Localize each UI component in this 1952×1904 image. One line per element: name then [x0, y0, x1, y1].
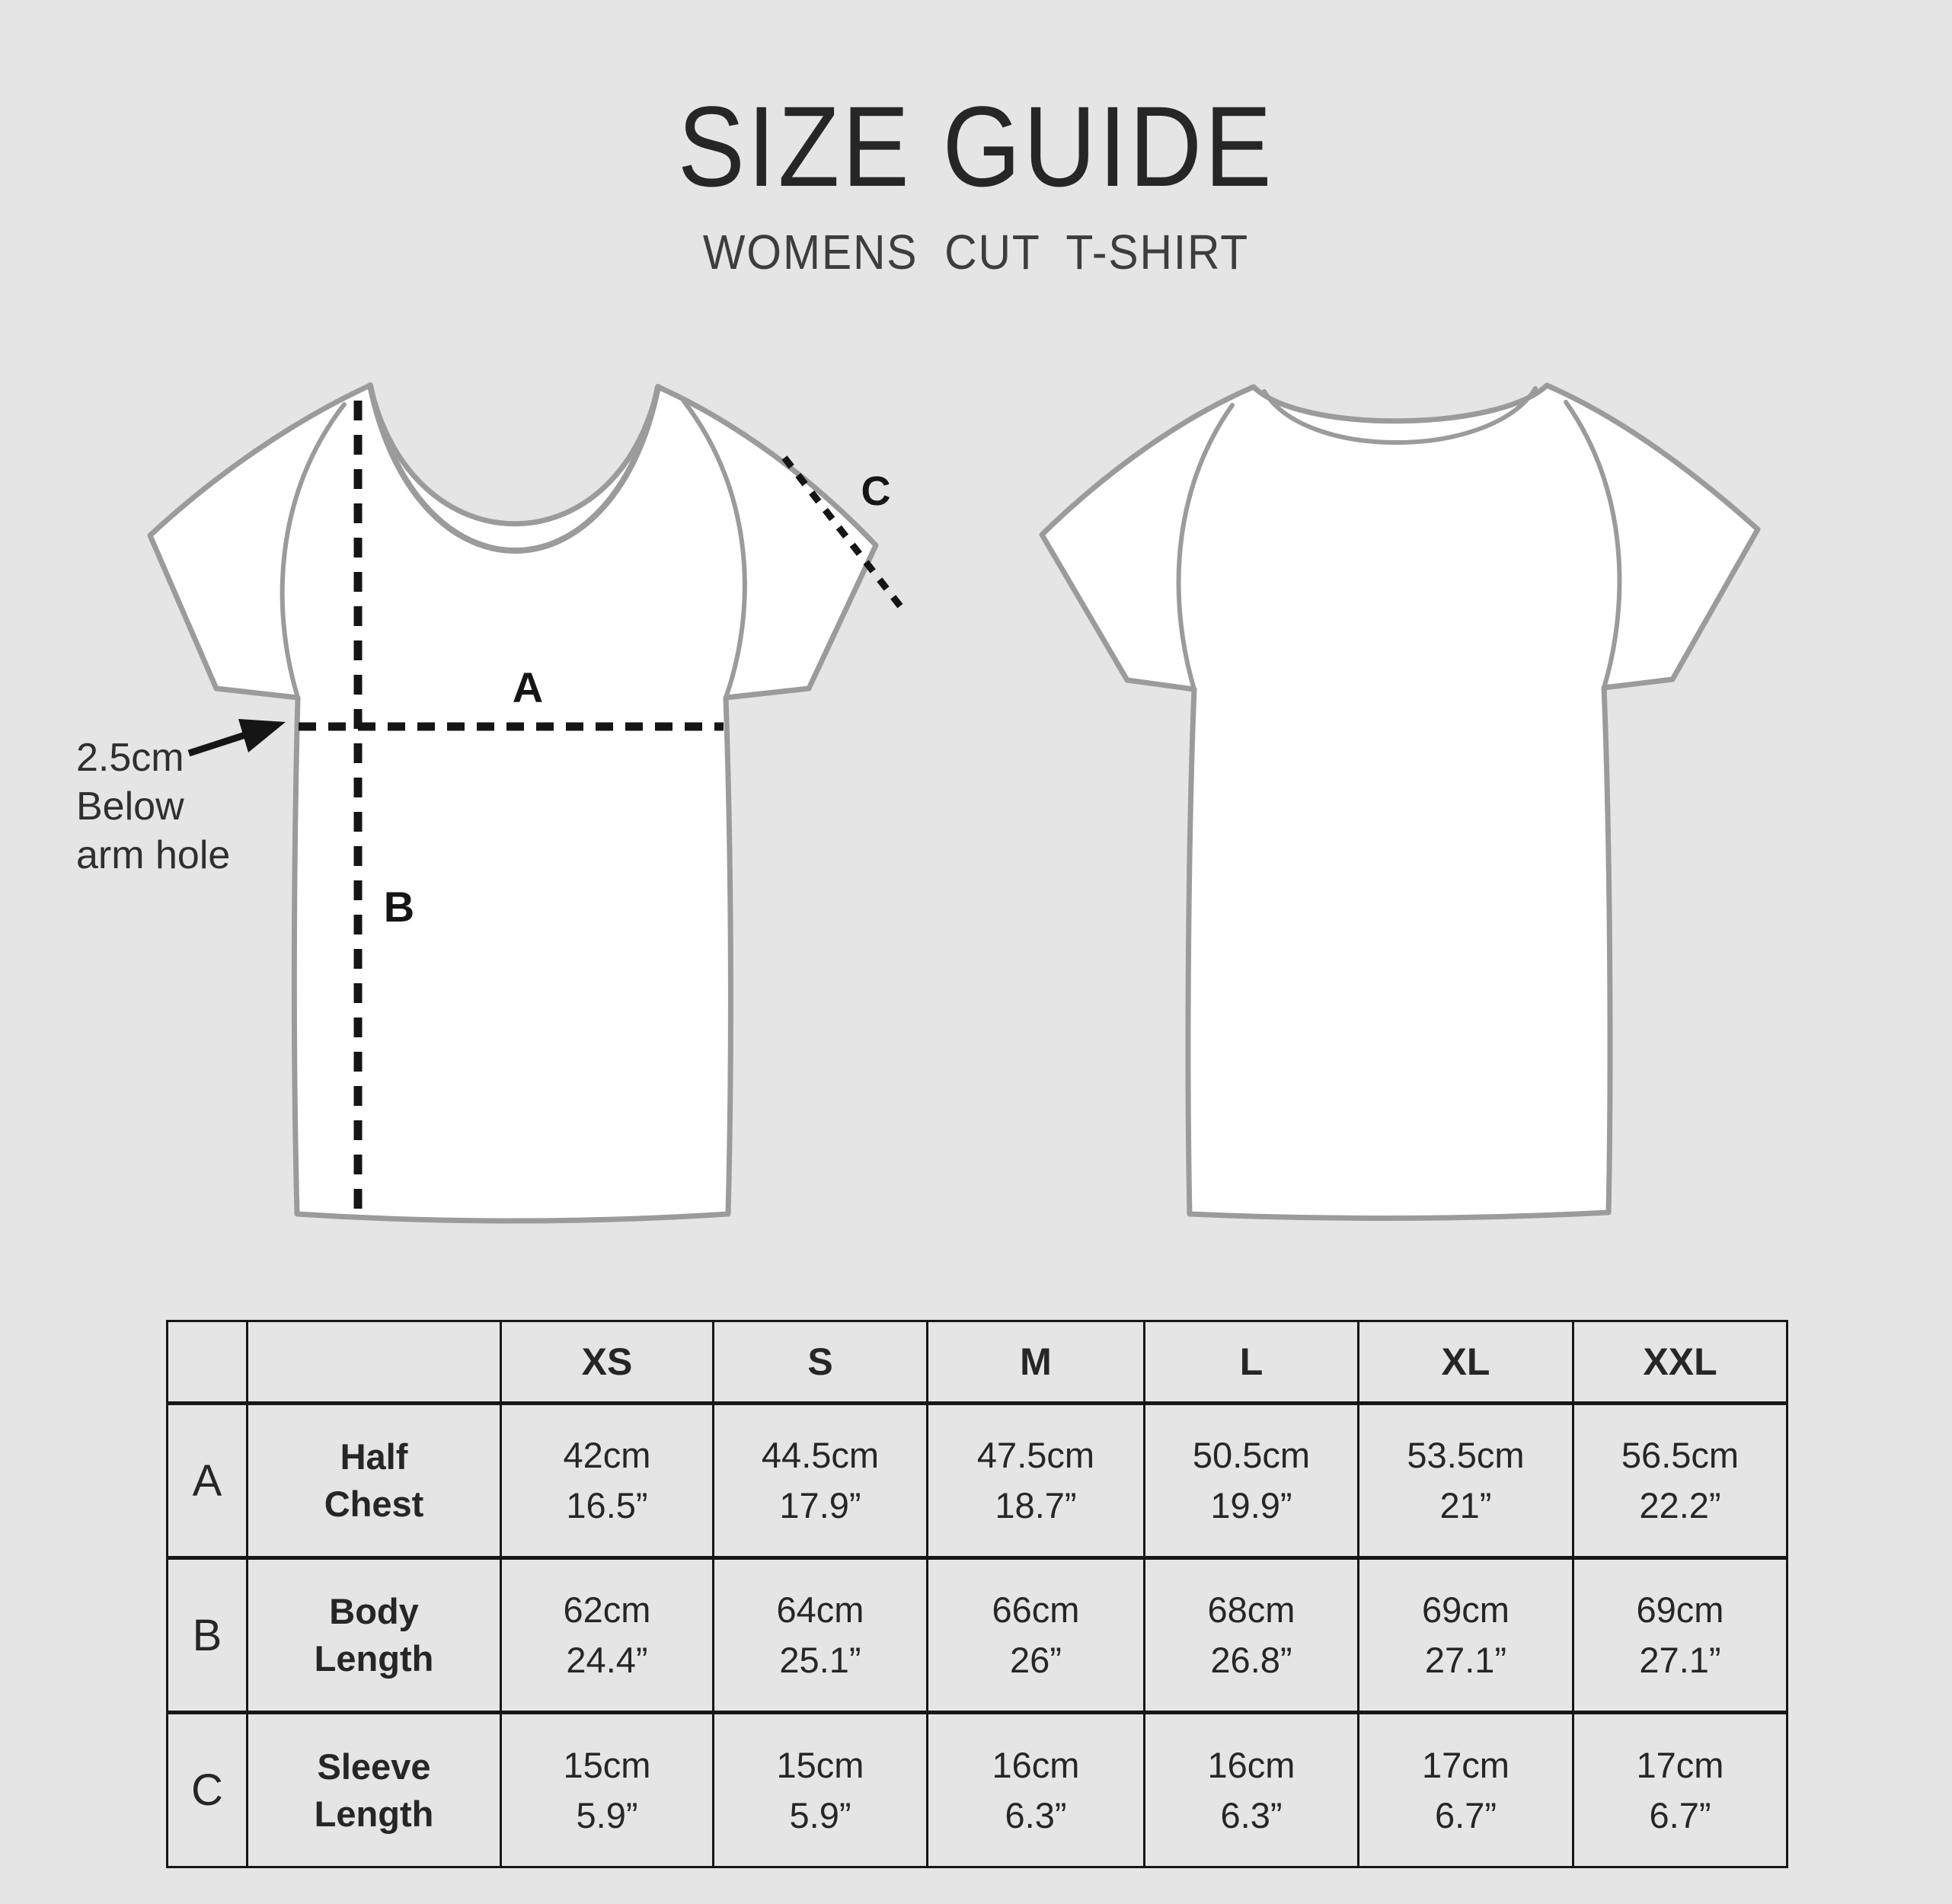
armhole-note-line-1: 2.5cm	[76, 736, 184, 780]
value-cm: 17cm	[1422, 1744, 1510, 1785]
value-cm: 47.5cm	[976, 1435, 1095, 1475]
value-cm: 69cm	[1422, 1589, 1510, 1630]
measure-cell	[1359, 1558, 1573, 1713]
measure-cell	[1573, 1558, 1787, 1713]
row-label-line: Chest	[324, 1484, 424, 1524]
value-cm: 17cm	[1636, 1744, 1724, 1785]
row-key-a: A	[168, 1404, 248, 1558]
value-cm: 44.5cm	[761, 1435, 880, 1475]
value-inch: 6.7”	[1649, 1794, 1711, 1835]
value-cm: 66cm	[992, 1589, 1080, 1630]
row-label-line: Body	[329, 1591, 419, 1631]
measure-cell	[928, 1404, 1145, 1558]
row-label-line: Length	[314, 1638, 434, 1679]
measure-cell	[501, 1713, 714, 1867]
value-inch: 6.7”	[1435, 1794, 1497, 1835]
value-cm: 62cm	[563, 1589, 651, 1630]
armhole-note-arrow	[189, 719, 286, 753]
measure-cell	[1145, 1713, 1359, 1867]
front-shirt-body	[150, 385, 876, 1221]
value-inch: 5.9”	[576, 1794, 638, 1835]
row-label-line: Length	[314, 1793, 434, 1834]
value-cm: 56.5cm	[1621, 1435, 1740, 1475]
row-key-c: C	[168, 1713, 248, 1867]
row-label-half-chest	[248, 1404, 501, 1558]
armhole-note-line-2: Below	[76, 784, 184, 829]
value-cm: 68cm	[1207, 1589, 1295, 1630]
label-a: A	[512, 663, 544, 711]
value-cm: 15cm	[776, 1744, 864, 1785]
size-col-s: S	[714, 1321, 928, 1404]
value-inch: 5.9”	[789, 1794, 851, 1835]
value-inch: 6.3”	[1005, 1794, 1067, 1835]
size-col-xl: XL	[1359, 1321, 1573, 1404]
measure-cell	[1573, 1713, 1787, 1867]
measure-cell	[714, 1558, 928, 1713]
value-inch: 16.5”	[566, 1485, 648, 1525]
front-shirt-illustration	[150, 385, 876, 1221]
corner-cell	[248, 1321, 501, 1404]
value-cm: 64cm	[776, 1589, 864, 1630]
value-inch: 21”	[1439, 1485, 1492, 1525]
measure-cell	[928, 1713, 1145, 1867]
value-inch: 26”	[1010, 1640, 1062, 1680]
value-inch: 22.2”	[1639, 1485, 1721, 1525]
size-table-header-row	[168, 1321, 1787, 1404]
measure-cell	[501, 1404, 714, 1558]
value-cm: 16cm	[992, 1744, 1080, 1785]
size-table	[166, 1320, 1788, 1868]
measure-cell	[714, 1404, 928, 1558]
back-shirt-body	[1042, 385, 1758, 1219]
row-label-body-length	[248, 1558, 501, 1713]
value-inch: 18.7”	[995, 1485, 1077, 1525]
body-length-row	[168, 1558, 1787, 1713]
corner-cell	[168, 1321, 248, 1404]
value-cm: 42cm	[563, 1435, 651, 1475]
armhole-note-line-3: arm hole	[76, 833, 231, 877]
page-title: SIZE GUIDE	[677, 82, 1275, 210]
value-cm: 16cm	[1207, 1744, 1295, 1785]
measure-cell	[1145, 1404, 1359, 1558]
value-inch: 24.4”	[566, 1640, 648, 1680]
size-col-xxl: XXL	[1573, 1321, 1787, 1404]
label-b: B	[383, 883, 415, 931]
armhole-note	[76, 736, 230, 877]
row-label-line: Sleeve	[317, 1746, 431, 1787]
row-key-b: B	[168, 1558, 248, 1713]
row-label-sleeve-length	[248, 1713, 501, 1867]
measure-cell	[1573, 1404, 1787, 1558]
size-col-l: L	[1145, 1321, 1359, 1404]
measure-cell	[928, 1558, 1145, 1713]
row-label-line: Half	[340, 1436, 408, 1477]
value-inch: 27.1”	[1639, 1640, 1721, 1680]
measure-cell	[1359, 1713, 1573, 1867]
value-inch: 19.9”	[1210, 1485, 1292, 1525]
value-cm: 69cm	[1636, 1589, 1724, 1630]
half-chest-row	[168, 1404, 1787, 1558]
value-inch: 27.1”	[1424, 1640, 1507, 1680]
back-shirt-illustration	[1042, 385, 1758, 1219]
measure-cell	[1359, 1404, 1573, 1558]
value-cm: 53.5cm	[1407, 1435, 1525, 1475]
sleeve-length-row	[168, 1713, 1787, 1867]
measure-cell	[714, 1713, 928, 1867]
value-inch: 26.8”	[1210, 1640, 1292, 1680]
value-inch: 25.1”	[779, 1640, 861, 1680]
page-subtitle: WOMENS CUT T-SHIRT	[702, 225, 1250, 280]
label-c: C	[861, 468, 891, 514]
size-col-m: M	[928, 1321, 1145, 1404]
value-cm: 15cm	[563, 1744, 651, 1785]
value-inch: 17.9”	[779, 1485, 861, 1525]
measure-cell	[1145, 1558, 1359, 1713]
measure-cell	[501, 1558, 714, 1713]
value-cm: 50.5cm	[1192, 1435, 1311, 1475]
size-col-xs: XS	[501, 1321, 714, 1404]
value-inch: 6.3”	[1220, 1794, 1283, 1835]
